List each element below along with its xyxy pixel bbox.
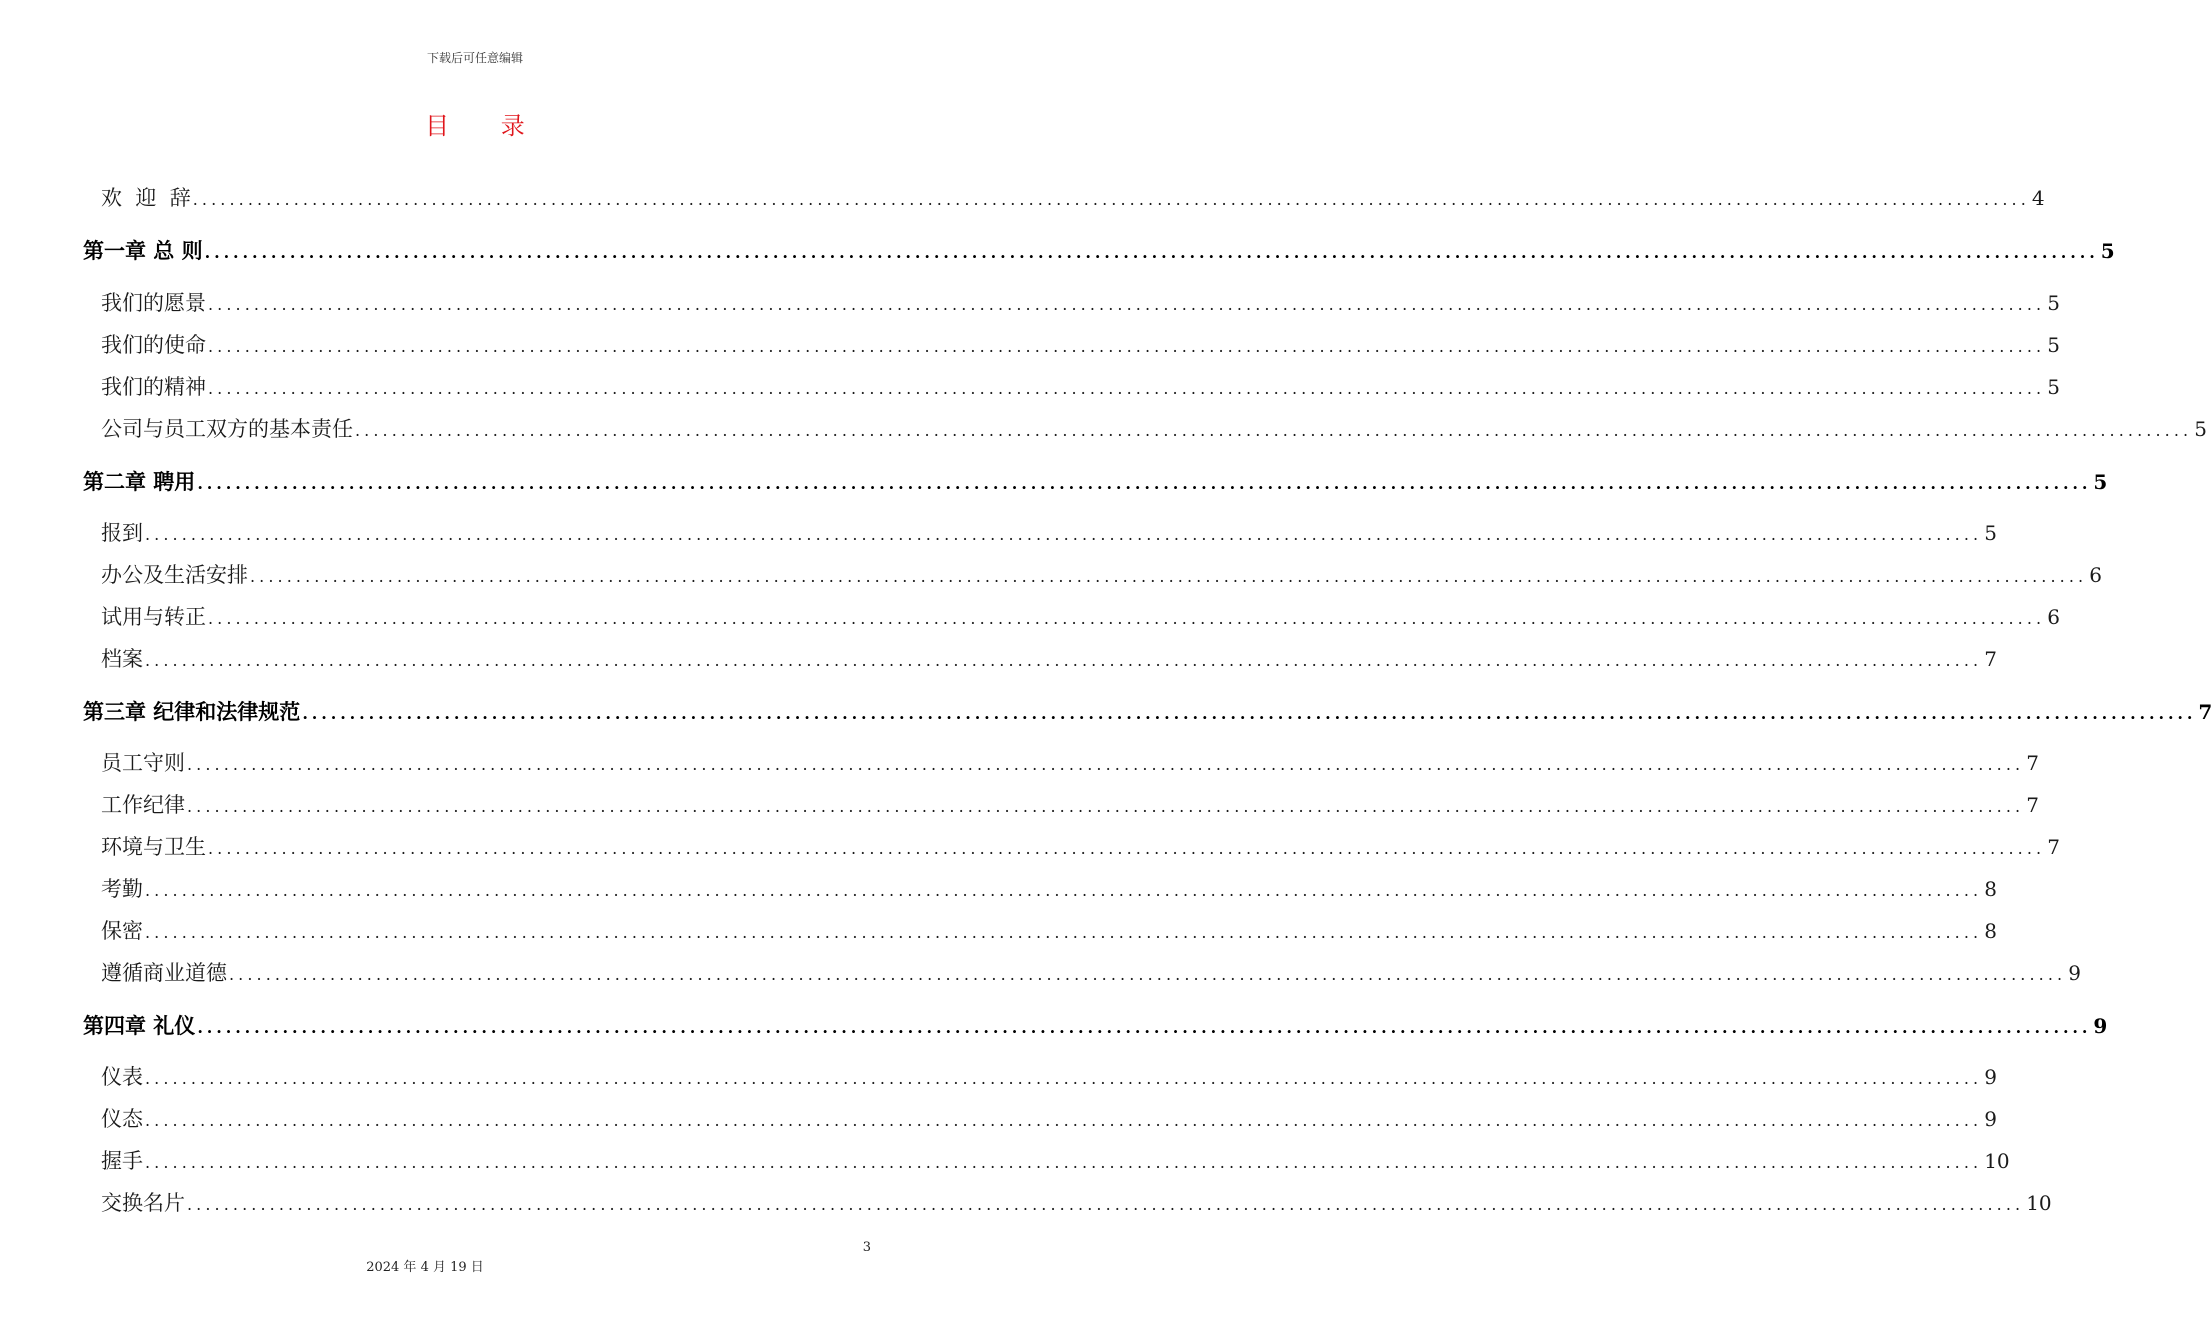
toc-dot-leader: ........................................................................................................................................................................................................: [250, 567, 2088, 586]
toc-dot-leader: ........................................................................................................................................................................................................: [208, 337, 2046, 356]
toc-entry-label: 仪表: [101, 1065, 143, 1089]
toc-section-entry[interactable]: [101, 1188, 2052, 1218]
toc-entry-page: 9: [2093, 1014, 2108, 1038]
toc-entry-label: 档案: [101, 647, 143, 671]
toc-entry-label: 工作纪律: [101, 793, 185, 817]
toc-section-entry[interactable]: [101, 414, 2207, 444]
toc-entry-label: 第一章 总 则: [83, 239, 203, 263]
toc-entry-label: 仪态: [101, 1107, 143, 1131]
toc-entry-page: 9: [1984, 1107, 1997, 1131]
toc-chapter-entry[interactable]: [83, 697, 2212, 727]
toc-section-entry[interactable]: [101, 288, 2060, 318]
toc-dot-leader: ........................................................................................................................................................................................................: [145, 1069, 1983, 1088]
toc-chapter-entry[interactable]: [83, 467, 2108, 497]
toc-entry-label: 报到: [101, 521, 143, 545]
toc-entry-page: 5: [2093, 470, 2108, 494]
toc-entry-label: 保密: [101, 919, 143, 943]
toc-entry-label: 遵循商业道德: [101, 961, 227, 985]
toc-entry-page: 5: [2047, 375, 2060, 399]
toc-entry-label: 环境与卫生: [101, 835, 206, 859]
toc-dot-leader: ........................................................................................................................................................................................................: [192, 190, 2030, 209]
toc-dot-leader: ........................................................................................................................................................................................................: [187, 797, 2025, 816]
toc-dot-leader: ........................................................................................................................................................................................................: [187, 755, 2025, 774]
toc-entry-label: 握手: [101, 1149, 143, 1173]
toc-chapter-entry[interactable]: [83, 1011, 2108, 1041]
toc-entry-page: 10: [1984, 1149, 2010, 1173]
toc-dot-leader: ........................................................................................................................................................................................................: [302, 704, 2197, 723]
toc-dot-leader: ........................................................................................................................................................................................................: [145, 881, 1983, 900]
toc-entry-label: 公司与员工双方的基本责任: [101, 417, 353, 441]
toc-entry-page: 5: [1984, 521, 1997, 545]
toc-dot-leader: ........................................................................................................................................................................................................: [197, 1018, 2092, 1037]
toc-dot-leader: ........................................................................................................................................................................................................: [197, 474, 2092, 493]
toc-dot-leader: ........................................................................................................................................................................................................: [208, 379, 2046, 398]
toc-entry-page: 7: [2047, 835, 2060, 859]
toc-dot-leader: ........................................................................................................................................................................................................: [208, 295, 2046, 314]
toc-section-entry[interactable]: [101, 560, 2102, 590]
toc-entry-label: 试用与转正: [101, 605, 206, 629]
toc-entry-page: 7: [1984, 647, 1997, 671]
toc-section-entry[interactable]: [101, 1146, 2010, 1176]
toc-entry-label: 欢 迎 辞: [101, 186, 191, 210]
toc-dot-leader: ........................................................................................................................................................................................................: [187, 1195, 2025, 1214]
toc-section-entry[interactable]: [101, 958, 2081, 988]
toc-entry-page: 5: [2047, 333, 2060, 357]
toc-entry-page: 7: [2026, 751, 2039, 775]
page-number: 3: [862, 1240, 871, 1255]
toc-section-entry[interactable]: [101, 602, 2060, 632]
toc-section-entry[interactable]: [101, 372, 2060, 402]
page-header: 下载后可任意编辑: [426, 51, 523, 65]
toc-dot-leader: ........................................................................................................................................................................................................: [229, 965, 2067, 984]
toc-section-entry[interactable]: [101, 790, 2039, 820]
toc-dot-leader: ........................................................................................................................................................................................................: [145, 1153, 1983, 1172]
toc-entry-label: 考勤: [101, 877, 143, 901]
toc-entry-page: 4: [2031, 186, 2045, 210]
toc-section-entry[interactable]: [101, 644, 1997, 674]
toc-entry-page: 5: [2100, 239, 2115, 263]
toc-dot-leader: ........................................................................................................................................................................................................: [145, 525, 1983, 544]
toc-entry-page: 7: [2198, 700, 2212, 724]
toc-entry-page: 5: [2047, 291, 2060, 315]
toc-entry-label: 我们的愿景: [101, 291, 206, 315]
toc-entry-label: 我们的使命: [101, 333, 206, 357]
toc-section-entry[interactable]: [101, 748, 2039, 778]
toc-section-entry[interactable]: [101, 518, 1997, 548]
toc-entry-page: 7: [2026, 793, 2039, 817]
toc-dot-leader: ........................................................................................................................................................................................................: [145, 923, 1983, 942]
footer-date: 2024 年 4 月 19 日: [366, 1260, 484, 1275]
toc-entry-label: 办公及生活安排: [101, 563, 248, 587]
toc-entry-label: 第四章 礼仪: [83, 1014, 196, 1038]
toc-dot-leader: ........................................................................................................................................................................................................: [208, 609, 2046, 628]
toc-section-entry[interactable]: [101, 1104, 1997, 1134]
toc-entry-page: 8: [1984, 877, 1997, 901]
toc-entry-label: 交换名片: [101, 1191, 185, 1215]
toc-entry-page: 6: [2089, 563, 2102, 587]
toc-dot-leader: ........................................................................................................................................................................................................: [355, 421, 2193, 440]
toc-title: 目 录: [425, 112, 547, 140]
toc-entry-label: 第三章 纪律和法律规范: [83, 700, 301, 724]
toc-section-entry[interactable]: [101, 916, 1997, 946]
toc-entry-page: 5: [2194, 417, 2207, 441]
toc-section-entry[interactable]: [101, 330, 2060, 360]
toc-dot-leader: ........................................................................................................................................................................................................: [204, 243, 2099, 262]
toc-entry-page: 8: [1984, 919, 1997, 943]
toc-section-entry[interactable]: [101, 832, 2060, 862]
toc-section-entry[interactable]: [101, 1062, 1997, 1092]
toc-entry-label: 第二章 聘用: [83, 470, 196, 494]
toc-section-entry[interactable]: [101, 183, 2045, 213]
toc-entry-page: 6: [2047, 605, 2060, 629]
toc-entry-label: 员工守则: [101, 751, 185, 775]
toc-dot-leader: ........................................................................................................................................................................................................: [208, 839, 2046, 858]
toc-dot-leader: ........................................................................................................................................................................................................: [145, 651, 1983, 670]
toc-entry-page: 9: [2068, 961, 2081, 985]
toc-entry-label: 我们的精神: [101, 375, 206, 399]
toc-entry-page: 9: [1984, 1065, 1997, 1089]
toc-section-entry[interactable]: [101, 874, 1997, 904]
toc-dot-leader: ........................................................................................................................................................................................................: [145, 1111, 1983, 1130]
toc-entry-page: 10: [2026, 1191, 2052, 1215]
toc-chapter-entry[interactable]: [83, 236, 2115, 266]
